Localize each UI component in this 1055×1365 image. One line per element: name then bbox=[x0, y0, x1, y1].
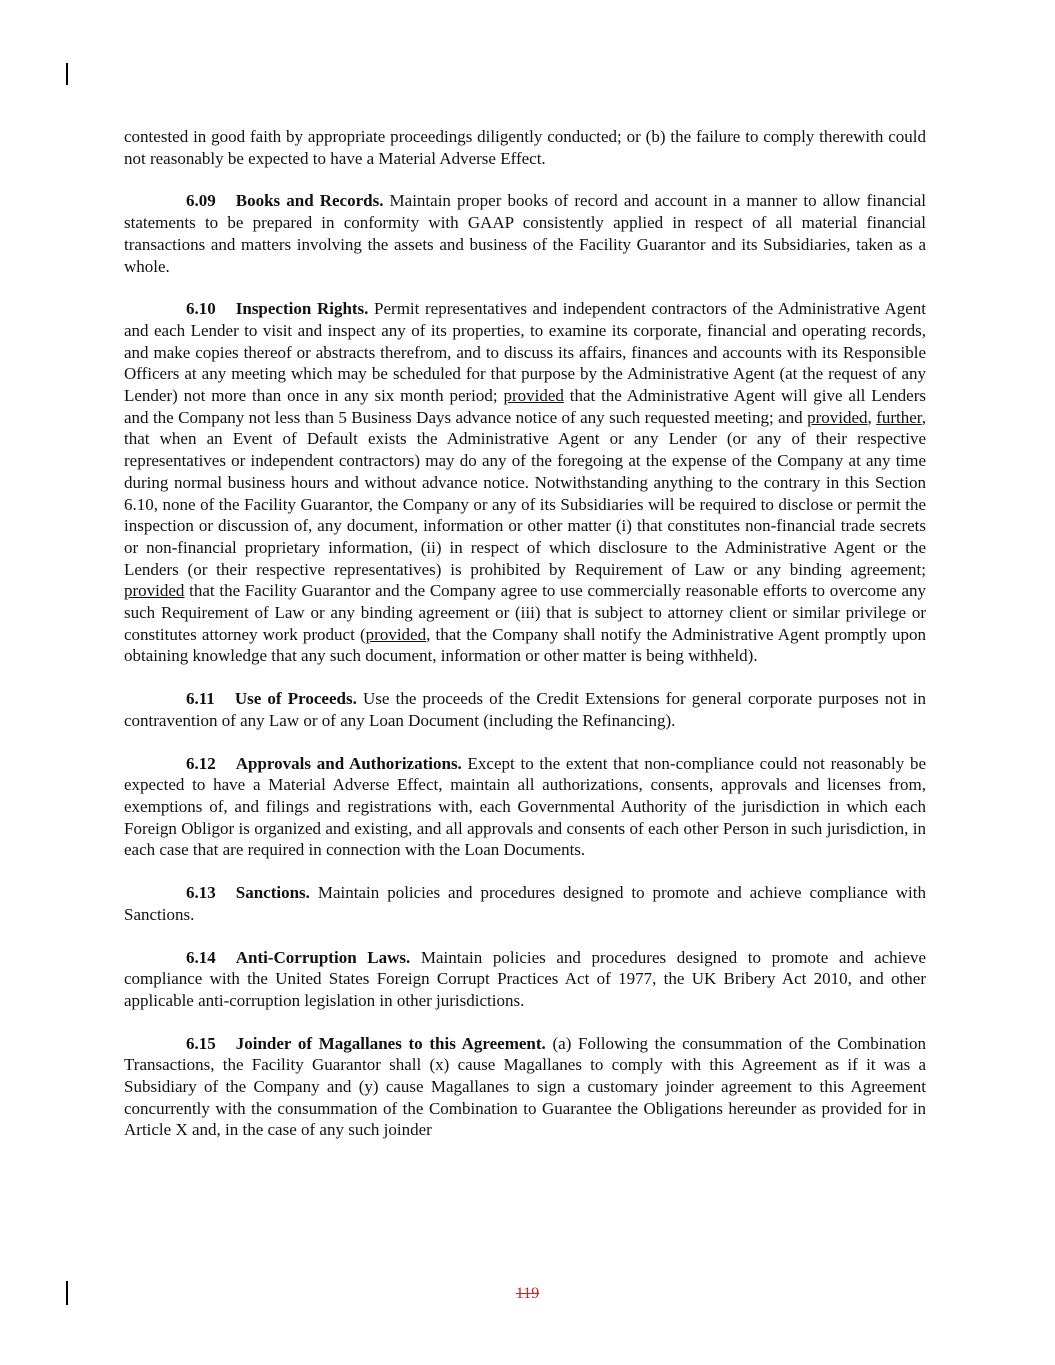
section-number: 6.11 bbox=[186, 689, 215, 709]
section-number: 6.15 bbox=[186, 1033, 216, 1053]
section-title: Books and Records. bbox=[235, 191, 384, 211]
section-title: Anti-Corruption Laws. bbox=[235, 947, 411, 967]
change-bar-top bbox=[66, 63, 68, 85]
section-title: Sanctions. bbox=[235, 883, 310, 903]
section-6-09 bbox=[124, 190, 926, 277]
document-body bbox=[124, 126, 926, 1162]
section-number: 6.10 bbox=[186, 299, 216, 319]
section-title: Joinder of Magallanes to this Agreement. bbox=[235, 1033, 546, 1053]
provided-term: provided bbox=[124, 581, 185, 601]
section-6-12 bbox=[124, 753, 926, 862]
section-title: Inspection Rights. bbox=[235, 299, 369, 319]
section-text: Maintain policies and procedures designed to promote and achieve compliance with Sanctions. bbox=[124, 883, 927, 924]
section-text: Except to the extent that non-compliance could not reasonably be expected to have a Material Adverse Effect, maintain all authorizations, consents, approvals and licenses from, exemptions of, and filings and registrations with, each Governmental Authority of the jurisdiction in which each Foreign Obligor is organized and existing, and all approvals and consents of each other Person in such jurisdiction, in each case that are required in connection with the Loan Documents. bbox=[124, 753, 927, 860]
section-6-11 bbox=[124, 688, 926, 731]
section-6-14 bbox=[124, 947, 926, 1012]
provided-term: provided bbox=[807, 407, 868, 427]
section-text: Maintain policies and procedures designed to promote and achieve compliance with the United States Foreign Corrupt Practices Act of 1977, the UK Bribery Act 2010, and other applicable anti-corruption legislation in other jurisdictions. bbox=[124, 947, 926, 1010]
provided-term: provided bbox=[365, 624, 427, 644]
page-number: 119 bbox=[515, 1285, 540, 1302]
section-number: 6.14 bbox=[186, 947, 216, 967]
section-number: 6.09 bbox=[186, 191, 216, 211]
section-number: 6.13 bbox=[186, 883, 216, 903]
section-number: 6.12 bbox=[186, 753, 216, 773]
section-6-10: 6.10 Inspection Rights. Permit representatives and independent contractors of the Administrative Agent and each Lender to visit and inspect any of its properties, to examine its corporate, financial and operating records, and make copies thereof or abstracts therefrom, and to discuss its affairs, finances and accounts with its Responsible Officers at any meeting which may be scheduled for that purpose by the Administrative Agent (at the request of any Lender) not more than once in any six month period; provided that the Administrative Agent will give all Lenders and the Company not less than 5 Business Days advance notice of any such requested meeting; and provided, further, that when an Event of Default exists the Administrative Agent or any Lender (or any of their respective representatives or independent contractors) may do any of the foregoing at the expense of the Company at any time during normal business hours and without advance notice. Notwithstanding anything to the contrary in this Section 6.10, none of the Facility Guarantor, the Company or any of its Subsidiaries will be required to disclose or permit the inspection or discussion of, any document, information or other matter (i) that constitutes non-financial trade secrets or non-financial proprietary information, (ii) in respect of which disclosure to the Administrative Agent or the Lenders (or their respective representatives) is prohibited by Requirement of Law or any binding agreement; provided that the Facility Guarantor and the Company agree to use commercially reasonable efforts to overcome any such Requirement of Law or any binding agreement or (iii) that is subject to attorney client or similar privilege or constitutes attorney work product (provided, that the Company shall notify the Administrative Agent promptly upon obtaining knowledge that any such document, information or other matter is being withheld). bbox=[124, 299, 927, 666]
section-title: Use of Proceeds. bbox=[234, 689, 357, 709]
section-text: Use the proceeds of the Credit Extensions for general corporate purposes not in contravention of any Law or of any Loan Document (including the Refinancing). bbox=[124, 689, 927, 730]
provided-term: provided bbox=[503, 386, 564, 406]
continued-paragraph: contested in good faith by appropriate proceedings diligently conducted; or (b) the failure to comply therewith could not reasonably be expected to have a Material Adverse Effect. bbox=[124, 127, 926, 168]
section-6-13 bbox=[124, 882, 926, 925]
section-title: Approvals and Authorizations. bbox=[235, 753, 462, 773]
section-text: Maintain proper books of record and account in a manner to allow financial statements to be prepared in conformity with GAAP consistently applied in respect of all material financial transactions and matters involving the assets and business of the Facility Guarantor and its Subsidiaries, taken as a whole. bbox=[124, 191, 926, 276]
section-text: (a) Following the consummation of the Combination Transactions, the Facility Guarantor shall (x) cause Magallanes to comply with this Agreement as if it was a Subsidiary of the Company and (y) cause Magallanes to sign a customary joinder agreement to this Agreement concurrently with the consummation of the Combination to Guarantee the Obligations hereunder as provided for in Article X and, in the case of any such joinder bbox=[124, 1033, 927, 1140]
section-6-15 bbox=[124, 1033, 926, 1142]
further-term: further bbox=[876, 407, 922, 427]
